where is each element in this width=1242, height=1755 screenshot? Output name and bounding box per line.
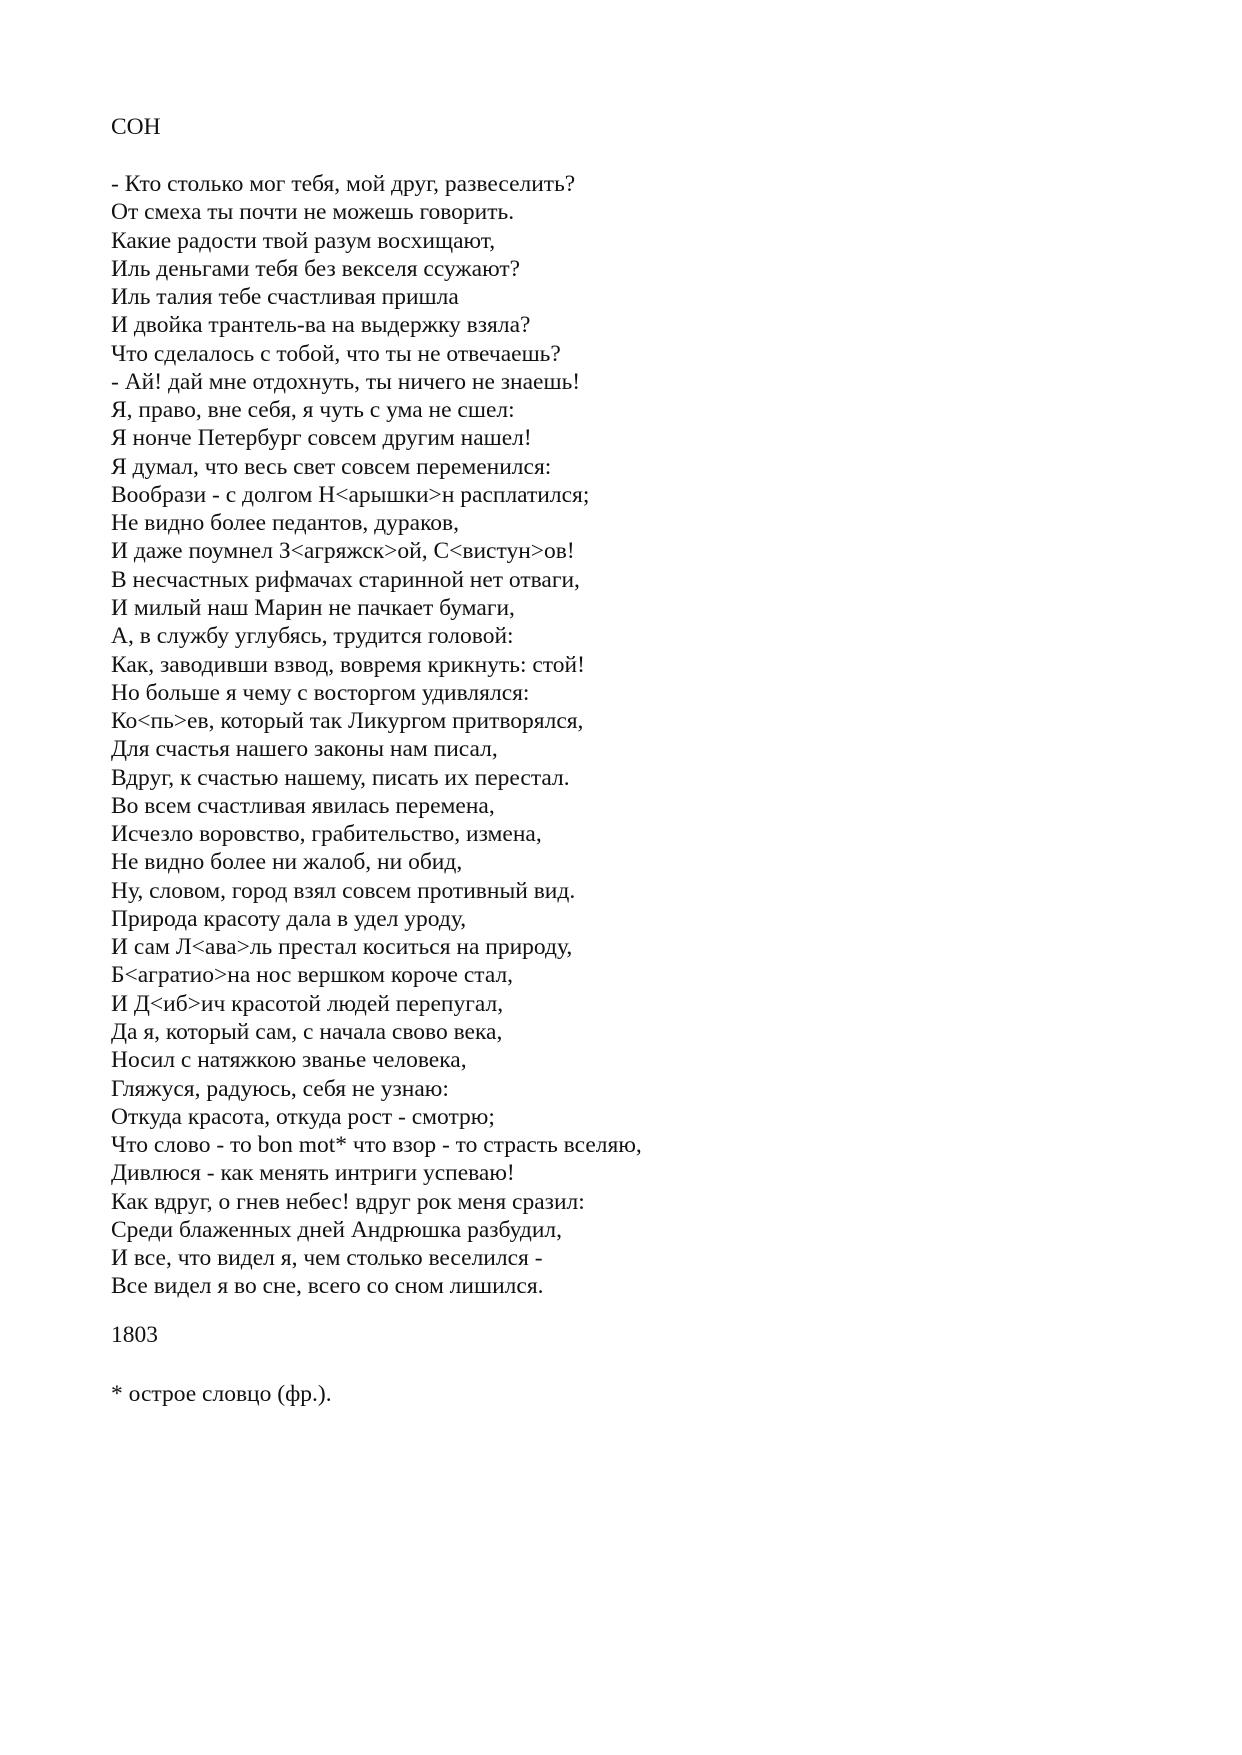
poem-line: Не видно более ни жалоб, ни обид, [111, 849, 463, 876]
poem-line: Откуда красота, откуда рост - смотрю; [111, 1103, 495, 1130]
poem-year: 1803 [111, 1322, 158, 1348]
poem-line: Я думал, что весь свет совсем переменился: [111, 453, 552, 480]
poem-line: Что сделалось с тобой, что ты не отвечаешь? [111, 340, 561, 367]
poem-line: Для счастья нашего законы нам писал, [111, 736, 498, 763]
poem-line: Ко<пь>ев, который так Ликургом притворялся, [111, 708, 584, 735]
poem-line: Как вдруг, о гнев небес! вдруг рок меня сразил: [111, 1188, 585, 1215]
poem-line: Какие радости твой разум восхищают, [111, 227, 496, 254]
poem-line: Не видно более педантов, дураков, [111, 510, 460, 537]
poem-body [111, 170, 642, 1301]
poem-line: Исчезло воровство, грабительство, измена, [111, 821, 542, 848]
poem-line: А, в службу углубясь, трудится головой: [111, 623, 514, 650]
poem-title: СОН [111, 114, 161, 140]
poem-line: Вообрази - с долгом Н<арышки>н расплатился; [111, 481, 590, 508]
poem-line: Гляжуся, радуюсь, себя не узнаю: [111, 1075, 449, 1102]
poem-line: Вдруг, к счастью нашему, писать их перестал. [111, 764, 570, 791]
poem-line: Иль талия тебе счастливая пришла [111, 284, 459, 311]
poem-line: Что слово - то bon mot* что взор - то страсть вселяю, [111, 1132, 642, 1159]
poem-line: Но больше я чему с восторгом удивлялся: [111, 679, 530, 706]
poem-line: Дивлюся - как менять интриги успеваю! [111, 1160, 515, 1187]
poem-line: Да я, который сам, с начала свово века, [111, 1018, 503, 1045]
poem-line: И Д<иб>ич красотой людей перепугал, [111, 990, 504, 1017]
poem-line: Во всем счастливая явилась перемена, [111, 792, 495, 819]
poem-line: И сам Л<ава>ль престал коситься на природу, [111, 934, 573, 961]
poem-line: Как, заводивши взвод, вовремя крикнуть: стой! [111, 651, 585, 678]
poem-line: От смеха ты почти не можешь говорить. [111, 199, 515, 226]
poem-line: Все видел я во сне, всего со сном лишился. [111, 1273, 544, 1300]
poem-line: Я, право, вне себя, я чуть с ума не сшел: [111, 397, 515, 424]
poem-line: Среди блаженных дней Андрюшка разбудил, [111, 1216, 563, 1243]
poem-line: Б<агратио>на нос вершком короче стал, [111, 962, 514, 989]
poem-line: Иль деньгами тебя без векселя ссужают? [111, 255, 521, 282]
poem-line: И все, что видел я, чем столько веселился - [111, 1245, 543, 1272]
footnote: * острое словцо (фр.). [111, 1381, 332, 1407]
poem-line: Я нонче Петербург совсем другим нашел! [111, 425, 532, 452]
poem-line: Ну, словом, город взял совсем противный вид. [111, 877, 576, 904]
poem-line: И двойка трантель-ва на выдержку взяла? [111, 312, 531, 339]
poem-line: В несчастных рифмачах старинной нет отваги, [111, 566, 580, 593]
poem-line: Носил с натяжкою званье человека, [111, 1047, 467, 1074]
poem-line: - Кто столько мог тебя, мой друг, развеселить? [111, 171, 576, 197]
poem-line: И даже поумнел З<агряжск>ой, С<вистун>ов! [111, 538, 575, 565]
poem-line: И милый наш Марин не пачкает бумаги, [111, 594, 515, 621]
poem-line: - Ай! дай мне отдохнуть, ты ничего не знаешь! [111, 368, 581, 395]
poem-line: Природа красоту дала в удел уроду, [111, 905, 467, 932]
